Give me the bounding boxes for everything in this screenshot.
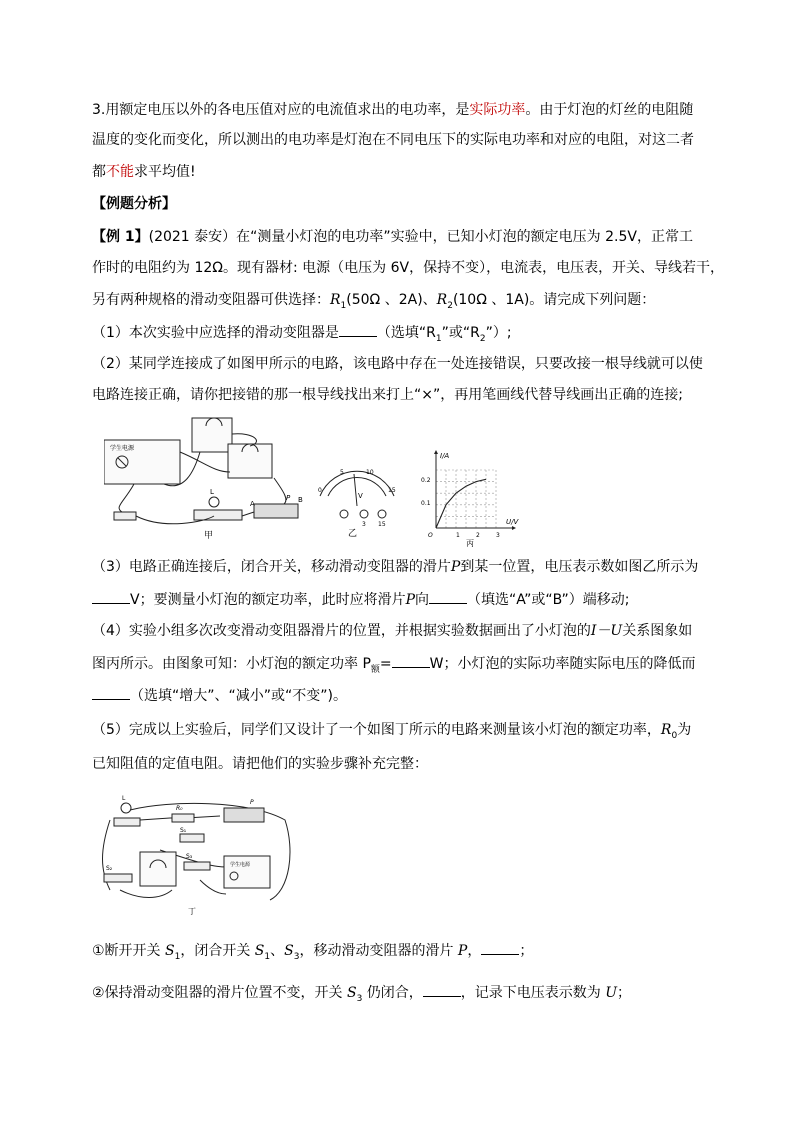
meter-terminal-15: 15 bbox=[378, 521, 386, 528]
meter-terminal-3: 3 bbox=[362, 521, 366, 528]
text: ①断开开关 bbox=[92, 943, 166, 959]
step-2 bbox=[92, 982, 712, 1009]
slider-p-symbol: P bbox=[450, 559, 461, 575]
sub: 额 bbox=[370, 664, 380, 675]
sub: 0 bbox=[671, 730, 678, 741]
text: ， bbox=[467, 943, 482, 959]
text: 到某一位置，电压表示数如图乙所示为 bbox=[460, 559, 699, 575]
meter-v-label: V bbox=[358, 492, 363, 500]
graph-ytick-0.2: 0.2 bbox=[421, 477, 431, 484]
question-4-line2 bbox=[92, 653, 712, 680]
text: 、 bbox=[270, 943, 285, 959]
s-symbol: S bbox=[284, 943, 294, 959]
sub: 1 bbox=[435, 333, 442, 344]
question-2-line1: （2）某同学连接成了如图甲所示的电路，该电路中存在一处连接错误，只要改接一根导线就可以使 bbox=[92, 356, 703, 372]
text: 关系图象如 bbox=[622, 623, 693, 639]
circuit-jia-figure bbox=[104, 412, 314, 542]
graph-ylabel: I/A bbox=[440, 452, 450, 460]
sub: 1 bbox=[264, 951, 271, 962]
text: 图丙所示。由图象可知：小灯泡的额定功率 P bbox=[92, 656, 371, 672]
sub: 1 bbox=[340, 300, 347, 311]
meter-tick-0: 0 bbox=[318, 487, 322, 494]
sub: 2 bbox=[479, 333, 486, 344]
text: （5）完成以上实验后，同学们又设计了一个如图丁所示的电路来测量该小灯泡的额定功率， bbox=[92, 722, 661, 738]
text: （3）电路正确连接后，闭合开关，移动滑动变阻器的滑片 bbox=[92, 559, 451, 575]
power-supply-label: 学生电源 bbox=[110, 445, 135, 452]
terminal-b: B bbox=[298, 496, 303, 504]
question-1 bbox=[92, 322, 712, 349]
answer-blank[interactable] bbox=[392, 653, 430, 668]
sub: 3 bbox=[356, 993, 363, 1004]
s2-label: S₂ bbox=[106, 865, 113, 872]
graph-xlabel: U/V bbox=[506, 518, 519, 526]
question-5-line2: 已知阻值的定值电阻。请把他们的实验步骤补充完整： bbox=[92, 756, 428, 772]
slider-p: P bbox=[286, 494, 291, 502]
s3-label: S₃ bbox=[186, 853, 193, 860]
meter-tick-15: 15 bbox=[388, 487, 396, 494]
s-symbol: S bbox=[347, 985, 357, 1001]
highlight-cannot: 不能 bbox=[106, 164, 134, 180]
s1-label: S₁ bbox=[180, 827, 187, 834]
r2-symbol: R bbox=[436, 292, 448, 308]
lamp-label: L bbox=[210, 488, 214, 496]
step-1 bbox=[92, 940, 712, 967]
text: 为 bbox=[677, 722, 692, 738]
example-line1 bbox=[92, 227, 712, 247]
figure-label-ding: 丁 bbox=[188, 907, 196, 916]
text: ； bbox=[617, 985, 632, 1001]
text: = bbox=[379, 656, 392, 672]
power-label-ding: 学生电源 bbox=[230, 862, 251, 868]
answer-blank[interactable] bbox=[92, 589, 130, 604]
text: ，闭合开关 bbox=[180, 943, 255, 959]
voltmeter-yi-figure bbox=[316, 466, 398, 538]
figure-label-jia: 甲 bbox=[204, 531, 214, 541]
slider-p-symbol: P bbox=[457, 943, 468, 959]
question-2-line2: 电路连接正确，请你把接错的那一根导线找出来打上“×”，再用笔画线代替导线画出正确的连接; bbox=[92, 387, 683, 403]
text: ”或“R bbox=[441, 325, 480, 341]
text: ”）; bbox=[485, 325, 512, 341]
text: （选填“R bbox=[376, 325, 436, 341]
answer-blank[interactable] bbox=[481, 940, 519, 955]
text: 仍闭合， bbox=[362, 985, 423, 1001]
meter-tick-5: 5 bbox=[340, 469, 344, 476]
terminal-a: A bbox=[250, 500, 255, 508]
graph-xtick-3: 3 bbox=[496, 532, 500, 539]
answer-blank[interactable] bbox=[429, 589, 467, 604]
text: 都 bbox=[92, 164, 106, 180]
example-line3 bbox=[92, 290, 712, 316]
section-title: 【例题分析】 bbox=[92, 196, 176, 212]
graph-origin: O bbox=[428, 532, 433, 539]
text: 求平均值! bbox=[134, 164, 196, 180]
sub: 3 bbox=[293, 951, 300, 962]
iu-symbol: I－U bbox=[590, 623, 623, 639]
s-symbol: S bbox=[165, 943, 175, 959]
answer-blank[interactable] bbox=[423, 982, 461, 997]
text: V；要测量小灯泡的额定功率，此时应将滑片 bbox=[130, 592, 406, 608]
graph-xtick-2: 2 bbox=[476, 532, 480, 539]
text: ； bbox=[519, 943, 534, 959]
para3-line1 bbox=[92, 100, 712, 120]
text: ②保持滑动变阻器的滑片位置不变，开关 bbox=[92, 985, 347, 1001]
slider-p-symbol: P bbox=[405, 592, 415, 608]
highlight-actual-power: 实际功率 bbox=[469, 102, 526, 118]
text: (50Ω 、2A)、 bbox=[346, 292, 437, 308]
answer-blank[interactable] bbox=[92, 685, 130, 700]
iu-curve bbox=[436, 479, 486, 528]
r1-symbol: R bbox=[330, 292, 341, 308]
question-4-line3 bbox=[92, 685, 712, 706]
lamp-label-ding: L bbox=[122, 795, 126, 802]
question-3-line1 bbox=[92, 557, 712, 577]
graph-xtick-1: 1 bbox=[456, 532, 460, 539]
text: 向 bbox=[415, 592, 429, 608]
sub: 2 bbox=[447, 300, 453, 311]
meter-tick-10: 10 bbox=[366, 469, 374, 476]
text: (2021 泰安）在“测量小灯泡的电功率”实验中，已知小灯泡的额定电压为 2.5V，正常工 bbox=[148, 229, 693, 245]
para3-line2: 温度的变化而变化，所以测出的电功率是灯泡在不同电压下的实际电功率和对应的电阻，对这二者 bbox=[92, 132, 694, 148]
text: 。由于灯泡的灯丝的电阻随 bbox=[525, 102, 694, 118]
sub: 1 bbox=[174, 951, 181, 962]
text: （选填“增大”、“减小”或“不变”)。 bbox=[130, 688, 347, 704]
graph-ytick-0.1: 0.1 bbox=[421, 500, 431, 507]
slider-p-ding: P bbox=[250, 799, 254, 806]
u-symbol: U bbox=[605, 985, 618, 1001]
text: （4）实验小组多次改变滑动变阻器滑片的位置，并根据实验数据画出了小灯泡的 bbox=[92, 623, 591, 639]
para3-line3 bbox=[92, 162, 712, 182]
answer-blank[interactable] bbox=[339, 322, 377, 337]
example-tag: 【例 1】 bbox=[92, 229, 149, 245]
question-5-line1 bbox=[92, 720, 712, 746]
s-symbol: S bbox=[254, 943, 265, 959]
text: W；小灯泡的实际功率随实际电压的降低而 bbox=[429, 656, 696, 672]
question-4-line1 bbox=[92, 621, 712, 641]
text: 另有两种规格的滑动变阻器可供选择： bbox=[92, 292, 330, 308]
text: (10Ω 、1A)。请完成下列问题： bbox=[452, 292, 656, 308]
iu-graph-bing bbox=[420, 448, 530, 548]
text: ，移动滑动变阻器的滑片 bbox=[299, 943, 458, 959]
graph-grid bbox=[436, 470, 496, 528]
r0-label: R₀ bbox=[176, 805, 183, 812]
example-line2: 作时的电阻约为 12Ω。现有器材: 电源（电压为 6V，保持不变），电流表，电压表，开关、导线若干， bbox=[92, 260, 725, 276]
circuit-ding-figure bbox=[100, 790, 296, 918]
figure-label-yi: 乙 bbox=[348, 529, 358, 538]
figure-label-bing: 丙 bbox=[466, 539, 474, 548]
text: 3.用额定电压以外的各电压值对应的电流值求出的电功率，是 bbox=[92, 102, 470, 118]
text: ，记录下电压表示数为 bbox=[460, 985, 606, 1001]
text: （1）本次实验中应选择的滑动变阻器是 bbox=[92, 325, 339, 341]
question-3-line2 bbox=[92, 589, 712, 610]
text: （填选“A”或“B”）端移动; bbox=[467, 592, 630, 608]
r0-symbol: R bbox=[660, 722, 672, 738]
